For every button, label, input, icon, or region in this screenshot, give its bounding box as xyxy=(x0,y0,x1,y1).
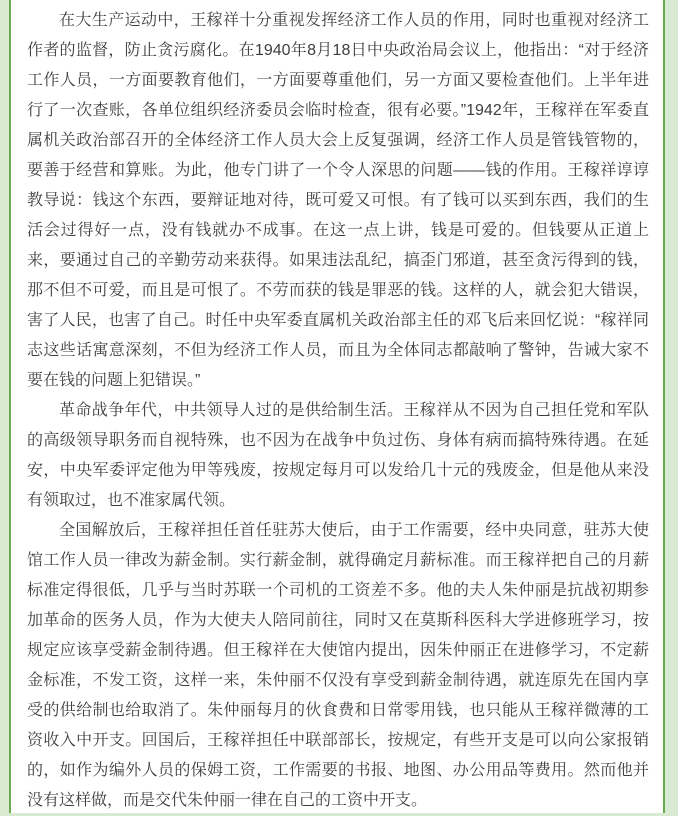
article-panel xyxy=(9,0,665,813)
article-paragraph-2: 革命战争年代，中共领导人过的是供给制生活。王稼祥从不因为自己担任党和军队的高级领导职务而自视特殊，也不因为在战争中负过伤、身体有病而搞特殊待遇。在延安，中央军委评定他为甲等残废，按规定每月可以发给几十元的残废金，但是他从来没有领取过，也不准家属代领。 xyxy=(27,402,649,509)
article-paragraph-1: 在大生产运动中，王稼祥十分重视发挥经济工作人员的作用，同时也重视对经济工作者的监督，防止贪污腐化。在1940年8月18日中央政治局会议上，他指出：“对于经济工作人员，一方面要教育他们，一方面要尊重他们，另一方面又要检查他们。上半年进行了一次查账，各单位组织经济委员会临时检查，很有必要。”1942年，王稼祥在军委直属机关政治部召开的全体经济工作人员大会上反复强调，经济工作人员是管钱管物的，要善于经营和算账。为此，他专门讲了一个令人深思的问题——钱的作用。王稼祥谆谆教导说：钱这个东西，要辩证地对待，既可爱又可恨。有了钱可以买到东西，我们的生活会过得好一点，没有钱就办不成事。在这一点上讲，钱是可爱的。但钱要从正道上来，要通过自己的辛勤劳动来获得。如果违法乱纪，搞歪门邪道，甚至贪污得到的钱，那不但不可爱，而且是可恨了。不劳而获的钱是罪恶的钱。这样的人，就会犯大错误，害了人民，也害了自己。时任中央军委直属机关政治部主任的邓飞后来回忆说：“稼祥同志这些话寓意深刻，不但为经济工作人员，而且为全体同志都敲响了警钟，告诫大家不要在钱的问题上犯错误。” xyxy=(27,12,649,389)
article-paragraph-3: 全国解放后，王稼祥担任首任驻苏大使后，由于工作需要，经中央同意，驻苏大使馆工作人员一律改为薪金制。实行薪金制，就得确定月薪标准。而王稼祥把自己的月薪标准定得很低，几乎与当时苏联一个司机的工资差不多。他的夫人朱仲丽是抗战初期参加革命的医务人员，作为大使夫人陪同前往，同时又在莫斯科医科大学进修班学习，按规定应该享受薪金制待遇。但王稼祥在大使馆内提出，因朱仲丽正在进修学习，不定薪金标准，不发工资，这样一来，朱仲丽不仅没有享受到薪金制待遇，就连原先在国内享受的供给制也给取消了。朱仲丽每月的伙食费和日常零用钱，也只能从王稼祥微薄的工资收入中开支。回国后，王稼祥担任中联部部长，按规定，有些开支是可以向公家报销的，如作为编外人员的保姆工资，工作需要的书报、地图、办公用品等费用。然而他并没有这样做，而是交代朱仲丽一律在自己的工资中开支。 xyxy=(27,522,649,809)
